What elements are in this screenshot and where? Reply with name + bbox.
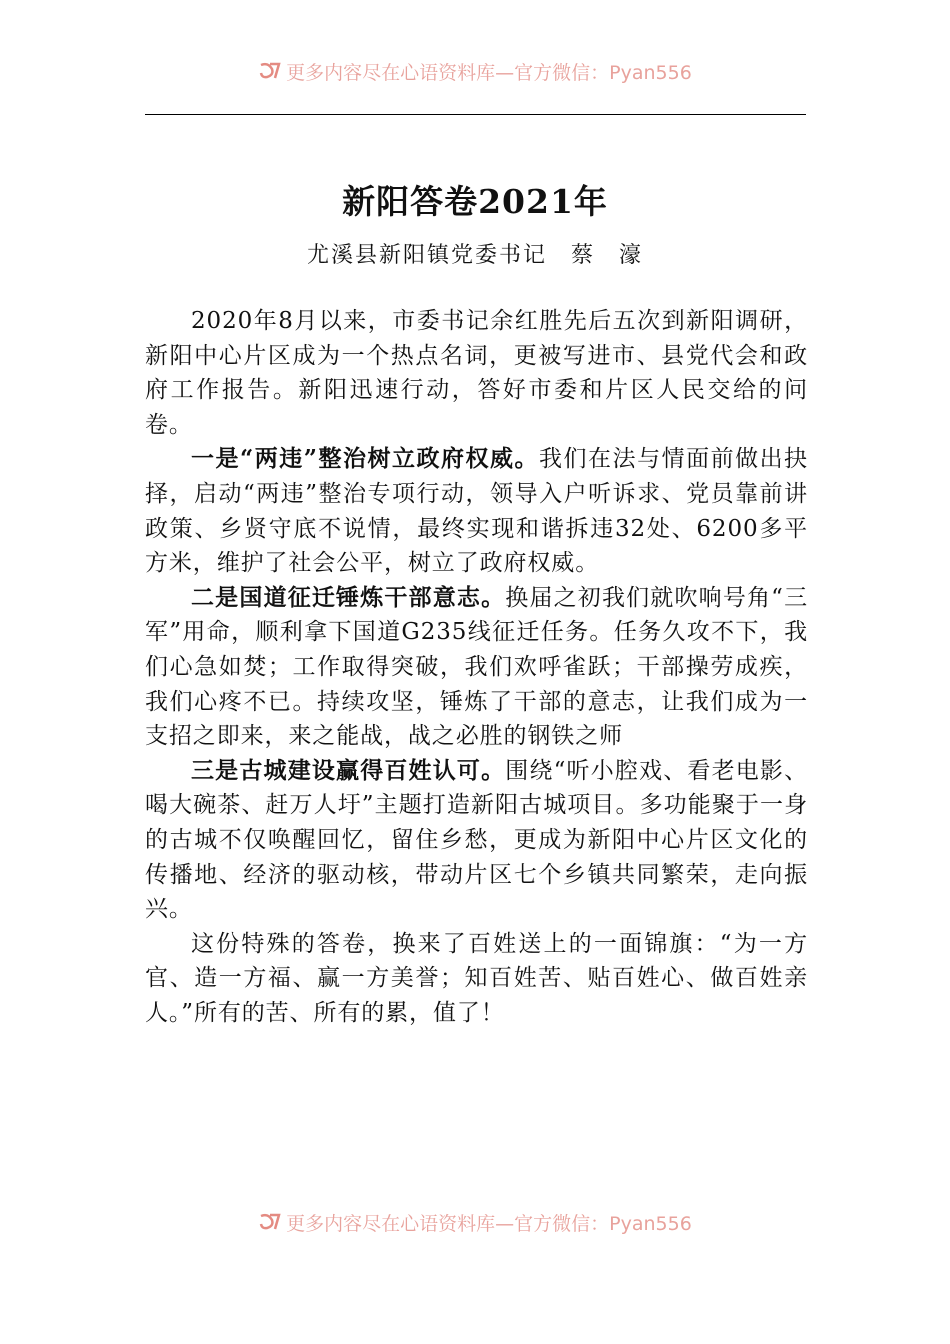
paragraph-conclusion — [145, 927, 808, 1031]
logo-icon — [258, 1212, 282, 1232]
watermark-text: 更多内容尽在心语资料库—官方微信：Pyan556 — [286, 1212, 692, 1235]
paragraph-text: 换届之初我们就吹响号角“三军”用命，顺利拿下国道G235线征迁任务。任务久攻不下，我们心急如焚；工作取得突破，我们欢呼雀跃；干部操劳成疾，我们心疼不已。持续攻坚，锤炼了干部的意志，让我们成为一支招之即来，来之能战，战之必胜的钢铁之师 — [145, 584, 809, 750]
paragraph-lead: 二是国道征迁锤炼干部意志。 — [191, 583, 506, 611]
paragraph-text: 围绕“听小腔戏、看老电影、喝大碗茶、赶万人圩”主题打造新阳古城项目。多功能聚于一身的古城不仅唤醒回忆，留住乡愁，更成为新阳中心片区文化的传播地、经济的驱动核，带动片区七个乡镇共同繁荣，走向振兴。 — [145, 757, 809, 923]
paragraph-point-two — [145, 581, 808, 754]
header-rule — [145, 114, 806, 115]
header-watermark — [0, 59, 950, 83]
paragraph-lead: 三是古城建设赢得百姓认可。 — [191, 756, 506, 784]
paragraph-lead: 一是“两违”整治树立政府权威。 — [191, 445, 540, 473]
paragraph-text: 这份特殊的答卷，换来了百姓送上的一面锦旗：“为一方官、造一方福、赢一方美誉；知百姓苦、贴百姓心、做百姓亲人。”所有的苦、所有的累，值了！ — [145, 930, 808, 1026]
paragraph-text: 2020年8月以来，市委书记余红胜先后五次到新阳调研，新阳中心片区成为一个热点名词，更被写进市、县党代会和政府工作报告。新阳迅速行动，答好市委和片区人民交给的问卷。 — [145, 308, 808, 438]
paragraph-point-one — [145, 442, 808, 580]
footer-watermark — [0, 1210, 950, 1234]
paragraph-text: 我们在法与情面前做出抉择，启动“两违”整治专项行动，领导入户听诉求、党员靠前讲政策、乡贤守底不说情，最终实现和谐拆违32处、6200多平方米，维护了社会公平，树立了政府权威。 — [145, 446, 808, 577]
author-line: 尤溪县新阳镇党委书记 蔡 濠 — [306, 243, 643, 268]
logo-icon — [258, 61, 282, 81]
paragraph-point-three — [145, 754, 808, 927]
document-title: 新阳答卷2021年 — [342, 182, 608, 221]
paragraph-intro — [145, 304, 808, 442]
watermark-text: 更多内容尽在心语资料库—官方微信：Pyan556 — [286, 61, 692, 84]
document-body — [145, 304, 808, 1030]
